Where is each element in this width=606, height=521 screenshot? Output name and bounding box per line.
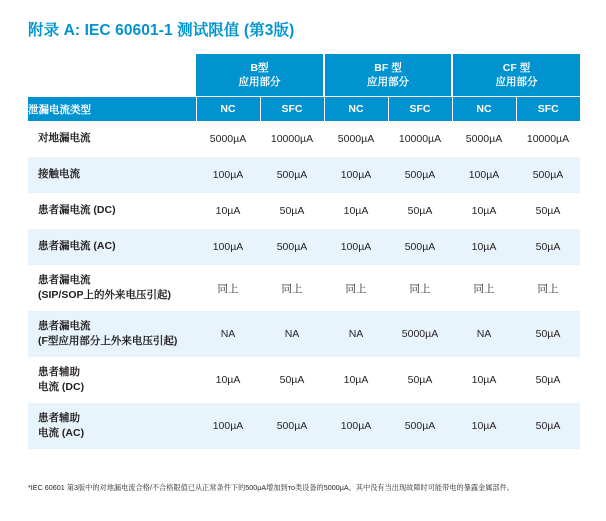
table-cell: NA (452, 311, 516, 357)
table-row (28, 229, 580, 265)
table-cell: 10µA (452, 357, 516, 403)
table-row (28, 157, 580, 193)
table-cell: 5000µA (196, 121, 260, 157)
table-cell: NA (260, 311, 324, 357)
table-cell: 50µA (516, 357, 580, 403)
table-cell: 10µA (452, 403, 516, 449)
group-header-cf-line1: CF 型 (502, 61, 531, 74)
table-cell: 50µA (516, 193, 580, 229)
table-row (28, 311, 580, 357)
table-cell: 同上 (324, 265, 388, 311)
table-cell: 500µA (516, 157, 580, 193)
table-cell: 50µA (516, 229, 580, 265)
page-title: 附录 A: IEC 60601-1 测试限值 (第3版) (28, 22, 295, 39)
row-label (28, 357, 196, 403)
table-cell: 5000µA (452, 121, 516, 157)
table-cell: 50µA (516, 403, 580, 449)
table-cell: 50µA (260, 357, 324, 403)
sub-header-row (28, 97, 580, 122)
table-cell: 100µA (196, 157, 260, 193)
group-header-row (28, 54, 580, 97)
row-label-line: 患者辅助 (38, 411, 80, 424)
column-header-cf-nc: NC (452, 97, 516, 122)
table-cell: 10µA (324, 357, 388, 403)
row-label (28, 121, 196, 157)
table-cell: 10µA (324, 193, 388, 229)
row-label-line: (SIP/SOP上的外来电压引起) (38, 289, 172, 301)
group-header-bf (324, 54, 452, 97)
table-cell: 100µA (324, 403, 388, 449)
table-cell: 50µA (388, 357, 452, 403)
group-header-b-line2: 应用部分 (238, 76, 281, 88)
row-label (28, 311, 196, 357)
group-header-cf (452, 54, 580, 97)
table-cell: NA (324, 311, 388, 357)
table-cell: 同上 (516, 265, 580, 311)
column-header-bf-sfc: SFC (388, 97, 452, 122)
row-label (28, 157, 196, 193)
table-cell: 50µA (516, 311, 580, 357)
table-cell: 100µA (324, 229, 388, 265)
row-label-line: 患者漏电流 (DC) (38, 204, 116, 217)
row-label-line: 接触电流 (38, 168, 80, 181)
table-cell: 10000µA (388, 121, 452, 157)
row-label-line: 患者辅助 (38, 365, 80, 378)
table-row (28, 265, 580, 311)
table-row (28, 121, 580, 157)
group-header-spacer (28, 54, 196, 97)
group-header-b-line1: B型 (250, 61, 269, 74)
row-label-line: 患者漏电流 (AC) (38, 240, 116, 253)
group-header-bf-line1: BF 型 (374, 61, 402, 74)
column-header-b-sfc: SFC (260, 97, 324, 122)
table-head (28, 54, 580, 121)
table-row (28, 403, 580, 449)
table-cell: 5000µA (324, 121, 388, 157)
table-row (28, 193, 580, 229)
table-cell: 500µA (260, 229, 324, 265)
table-cell: NA (196, 311, 260, 357)
table-cell: 5000µA (388, 311, 452, 357)
row-label-line: 患者漏电流 (38, 319, 91, 332)
table-cell: 500µA (388, 157, 452, 193)
table-cell: 10µA (452, 229, 516, 265)
table-cell: 500µA (260, 403, 324, 449)
table-cell: 同上 (452, 265, 516, 311)
group-header-cf-line2: 应用部分 (495, 76, 538, 88)
group-header-b (196, 54, 324, 97)
table-body (28, 121, 580, 449)
table-cell: 10µA (196, 193, 260, 229)
row-label (28, 193, 196, 229)
row-label (28, 229, 196, 265)
row-label-line: 电流 (AC) (38, 427, 85, 439)
row-label-line: 患者漏电流 (38, 273, 91, 286)
column-header-cf-sfc: SFC (516, 97, 580, 122)
row-label-line: 电流 (DC) (38, 381, 85, 393)
column-header-leakage-type: 泄漏电流类型 (28, 97, 196, 122)
table-cell: 100µA (196, 403, 260, 449)
row-label-line: 对地漏电流 (38, 132, 91, 145)
row-label (28, 265, 196, 311)
column-header-b-nc: NC (196, 97, 260, 122)
table-cell: 50µA (260, 193, 324, 229)
table-cell: 10µA (196, 357, 260, 403)
table-cell: 10000µA (260, 121, 324, 157)
table-cell: 500µA (388, 229, 452, 265)
column-header-bf-nc: NC (324, 97, 388, 122)
table-cell: 100µA (324, 157, 388, 193)
group-header-bf-line2: 应用部分 (367, 76, 409, 88)
row-label (28, 403, 196, 449)
table-cell: 10000µA (516, 121, 580, 157)
row-label-line: (F型应用部分上外来电压引起) (38, 335, 178, 347)
table-cell: 同上 (388, 265, 452, 311)
table-cell: 500µA (388, 403, 452, 449)
table-row (28, 357, 580, 403)
table-cell: 同上 (260, 265, 324, 311)
table-cell: 500µA (260, 157, 324, 193)
table-cell: 100µA (452, 157, 516, 193)
table-cell: 10µA (452, 193, 516, 229)
table-cell: 100µA (196, 229, 260, 265)
leakage-current-limits-table (28, 54, 580, 449)
table-cell: 50µA (388, 193, 452, 229)
footnote-text: *IEC 60601 第3版中的对地漏电流合格/不合格限值已从正常条件下的500µA增加到то类设备的5000µA。其中没有当出现故障时可能带电的暴露金属部件。 (28, 483, 514, 492)
footnote (28, 483, 588, 494)
table-cell: 同上 (196, 265, 260, 311)
